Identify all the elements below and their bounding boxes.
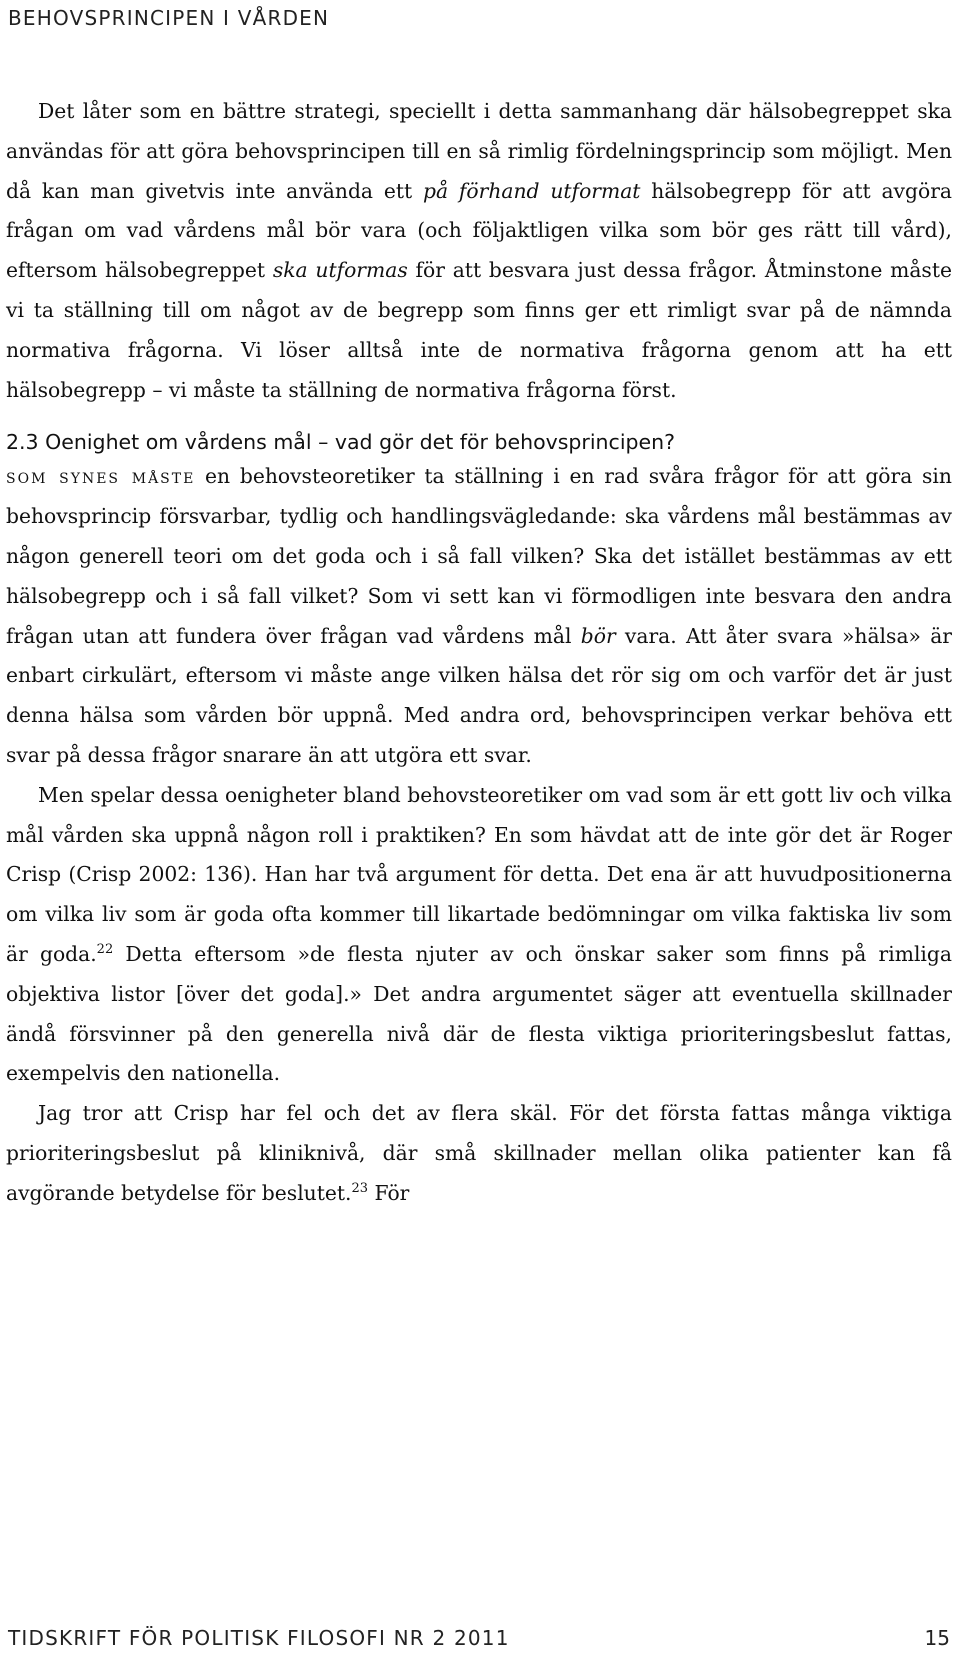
paragraph-4 xyxy=(6,1094,952,1213)
paragraph-4-text-b: För xyxy=(368,1180,410,1205)
footer-journal-title: TIDSKRIFT FÖR POLITISK FILOSOFI NR 2 2011 xyxy=(8,1626,510,1650)
footnote-ref-23[interactable]: 23 xyxy=(351,1180,369,1196)
body-text xyxy=(6,92,952,1214)
running-head: BEHOVSPRINCIPEN I VÅRDEN xyxy=(8,6,330,30)
paragraph-1-text-c: för att besvara just dessa frågor. Åtminstone måste vi ta ställning till om något av de begrepp som finns ger ett rimligt svar på de nämnda normativa frågorna. Vi löser alltså inte de normativa frågorna genom att ha ett hälsobegrepp – vi måste ta ställning de normativa frågorna först. xyxy=(6,258,952,402)
paragraph-1-text-b: hälsobegrepp för att avgöra frågan om vad vårdens mål bör vara (och följaktligen vilka som bör ges rätt till vård), eftersom hälsobegreppet xyxy=(6,178,952,283)
paragraph-1-text-a: Det låter som en bättre strategi, speciellt i detta sammanhang där hälsobegreppet ska användas för att göra behovsprincipen till en så rimlig fördelningsprincip som möjligt. Men då kan man givetvis inte använda ett xyxy=(6,99,952,203)
paragraph-2-lead-smallcaps: som synes måste xyxy=(6,464,196,489)
paragraph-3 xyxy=(6,776,952,1094)
footer-page-number: 15 xyxy=(924,1626,950,1650)
paragraph-1 xyxy=(6,92,952,410)
paragraph-2-text-a: en behovsteoretiker ta ställning i en rad svåra frågor för att göra sin behovsprincip försvarbar, tydlig och handlingsvägledande: ska vårdens mål bestämmas av någon generell teori om det goda och i så fall vilken? Ska det istället bestämmas av ett hälsobegrepp och i så fall vilket? Som vi sett kan vi förmodligen inte besvara den andra frågan utan att fundera över frågan vad vårdens mål xyxy=(6,464,952,648)
emphasis-bor: bör xyxy=(580,623,616,648)
footnote-ref-22[interactable]: 22 xyxy=(96,942,114,958)
paragraph-2-text-b: vara. Att åter svara »hälsa» är enbart cirkulärt, eftersom vi måste ange vilken hälsa det rör sig om och varför det är just denna hälsa som vården bör uppnå. Med andra ord, behovsprincipen verkar behöva ett svar på dessa frågor snarare än att utgöra ett svar. xyxy=(6,623,952,767)
paragraph-3-text-b: Detta eftersom »de flesta njuter av och önskar saker som finns på rimliga objektiva listor [över det goda].» Det andra argumentet säger att eventuella skillnader ändå försvinner på den generella nivå där de flesta viktiga prioriteringsbeslut fattas, exempelvis den nationella. xyxy=(6,941,952,1086)
paragraph-4-text-a: Jag tror att Crisp har fel och det av flera skäl. För det första fattas många viktiga prioriteringsbeslut på kliniknivå, där små skillnader mellan olika patienter kan få avgörande betydelse för beslutet. xyxy=(6,1101,952,1205)
paragraph-3-text-a: Men spelar dessa oenigheter bland behovsteoretiker om vad som är ett gott liv och vilka mål vården ska uppnå någon roll i praktiken? En som hävdat att de inte gör det är Roger Crisp (Crisp 2002: 136). Han har två argument för detta. Det ena är att huvudpositionerna om vilka liv som är goda ofta kommer till likartade bedömningar om vilka faktiska liv som är goda. xyxy=(6,782,952,966)
emphasis-ska-utformas: ska utformas xyxy=(272,258,408,283)
paragraph-2 xyxy=(6,457,952,775)
section-heading: 2.3 Oenighet om vårdens mål – vad gör det för behovsprincipen? xyxy=(6,430,676,455)
emphasis-pa-forhand-utformat: på förhand utformat xyxy=(423,178,641,203)
